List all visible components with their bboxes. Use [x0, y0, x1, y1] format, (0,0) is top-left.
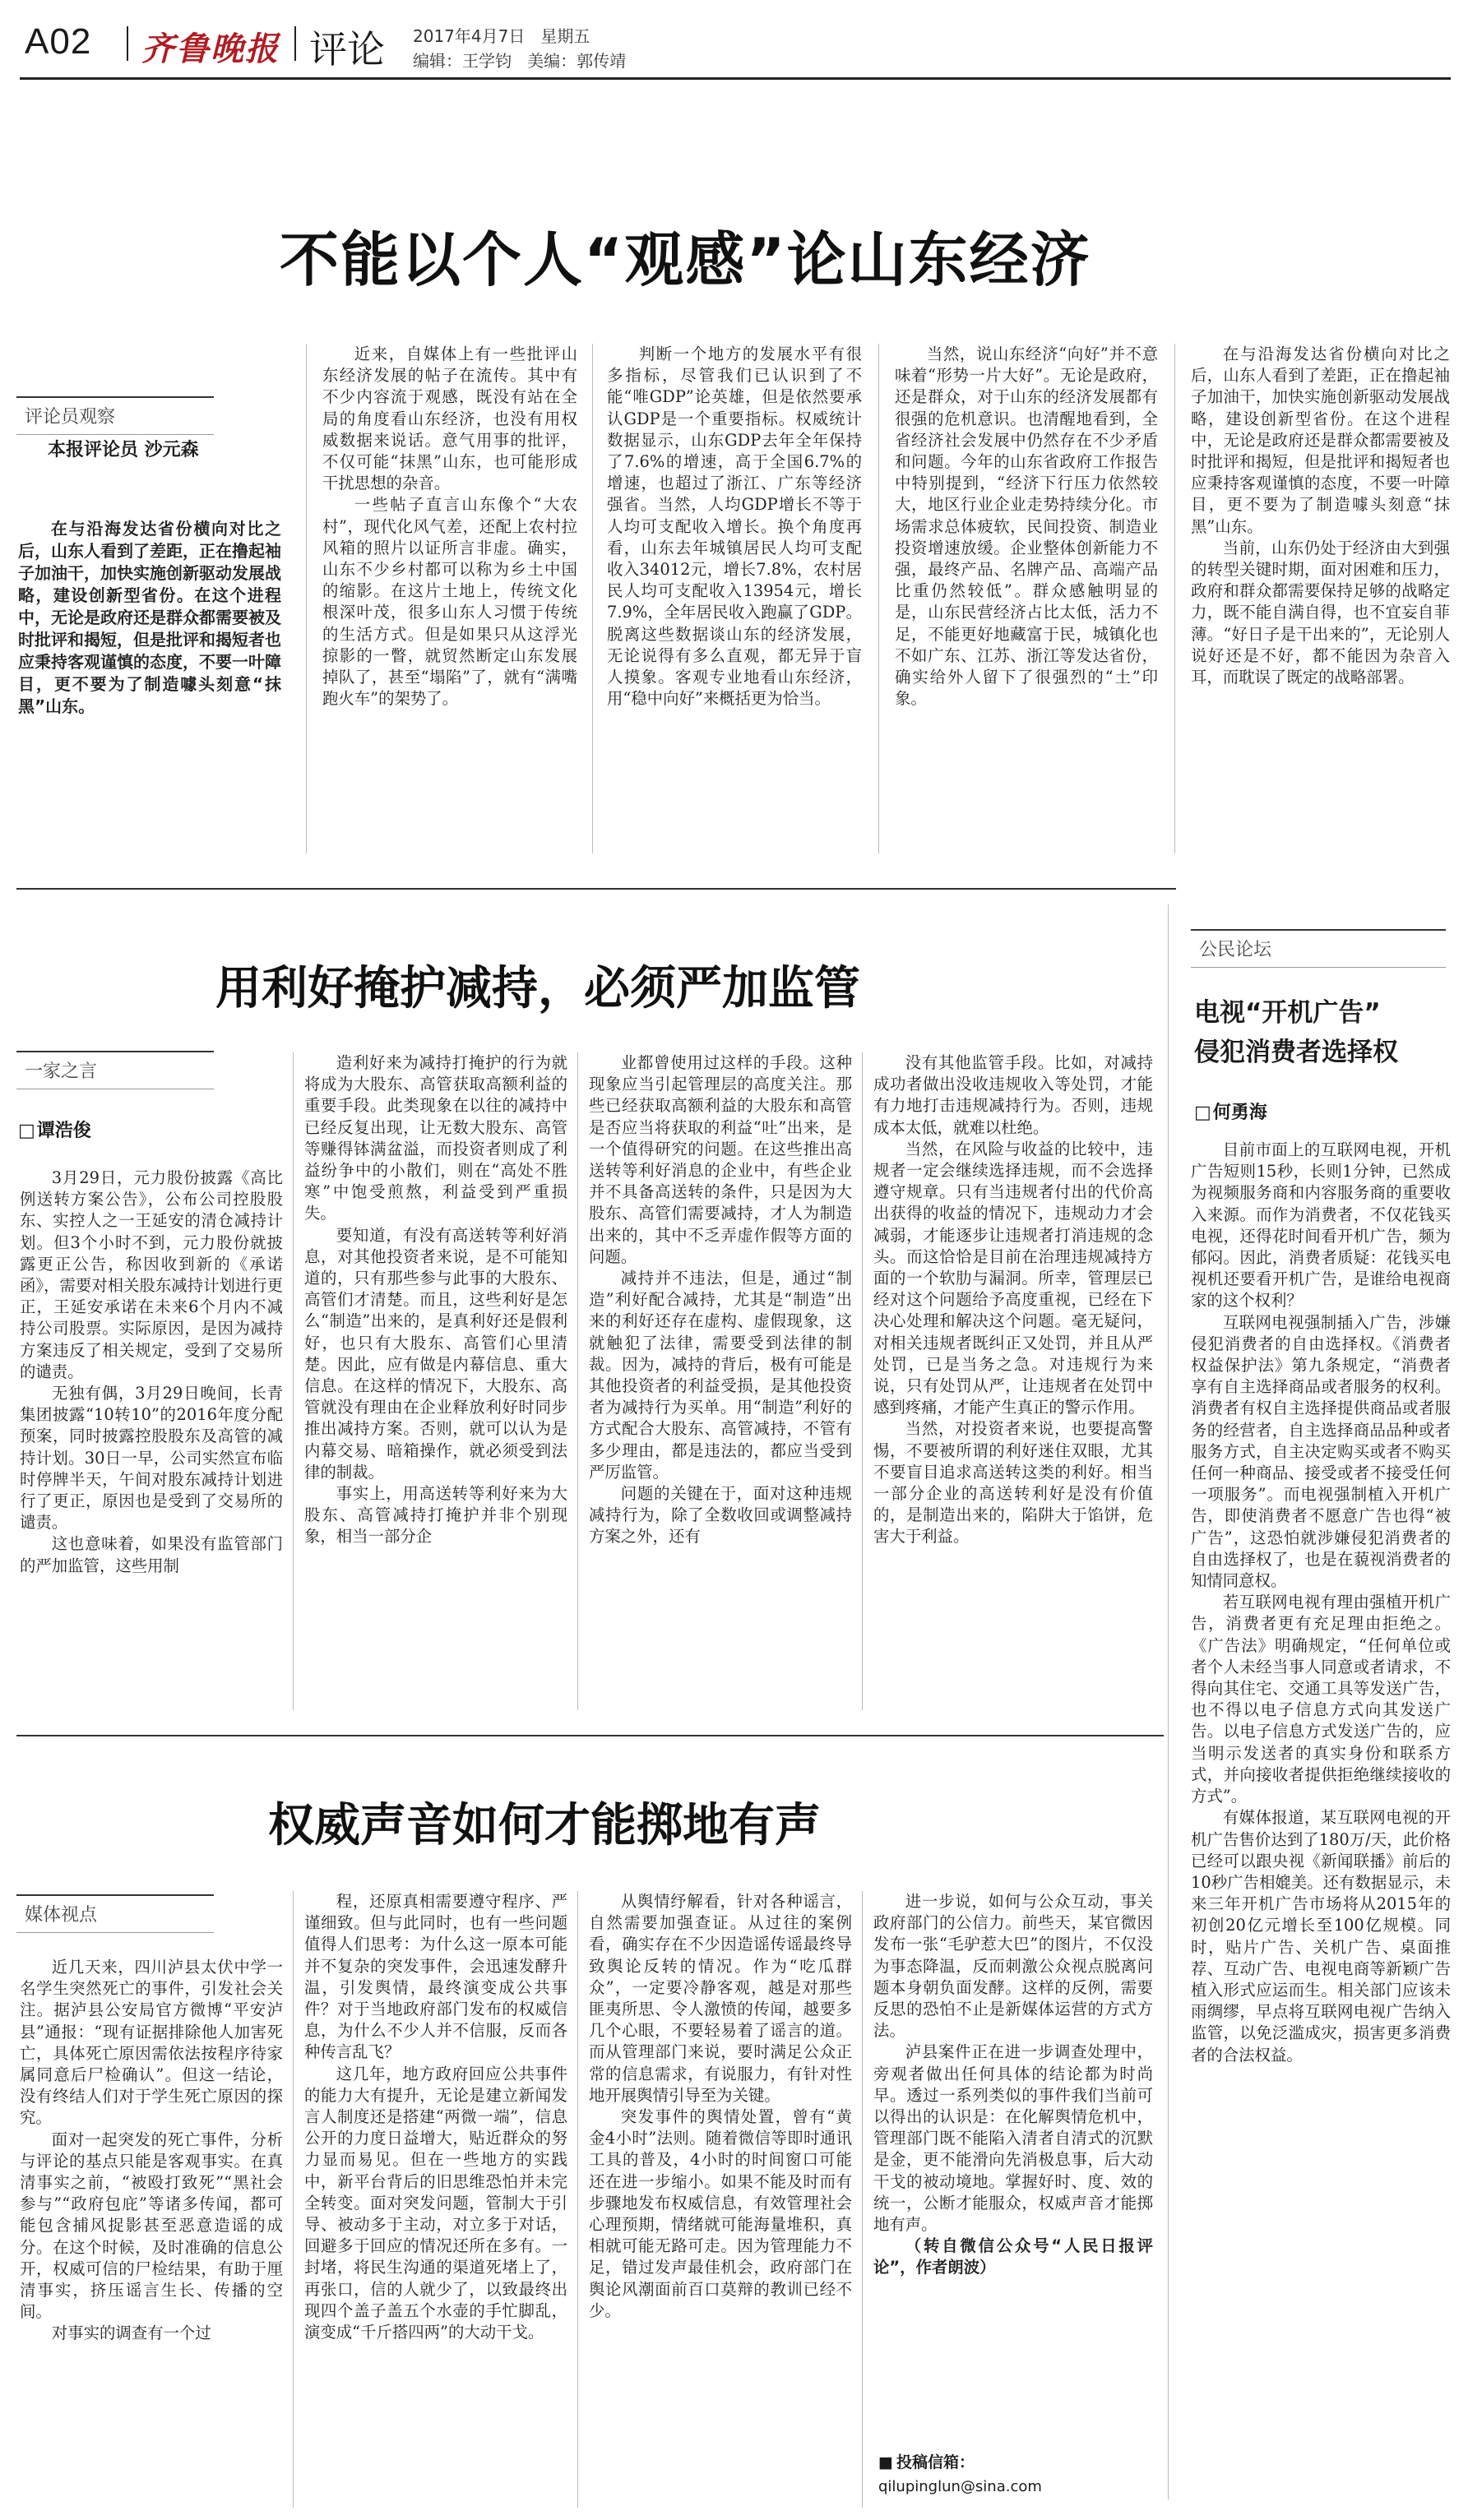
column-rule: [293, 1052, 294, 1710]
article2-column-tag: 一家之言: [16, 1057, 97, 1083]
article2-column-3: [589, 1052, 852, 1710]
paragraph: 近来，自媒体上有一些批评山东经济发展的帖子在流传。其中有不少内容流于观感，既没有站在全局的角度看山东经济，也没有用权威数据来说话。意气用事的批评，不仅可能“抹黑”山东，也可能形成干扰思想的杂音。: [322, 344, 577, 493]
paragraph: 事实上，用高送转等利好来为大股东、高管减持打掩护并非个别现象，相当一部分企: [304, 1484, 567, 1547]
column-rule: [862, 1052, 863, 1710]
paragraph: 进一步说，如何与公众互动，事关政府部门的公信力。前些天，某官微因发布一张“毛驴惹大巴”的图片，不仅没为事态降温，反而刺激公众视点脱离问题本身朝负面发酵。这样的反例，需要反思的恐怕不止是新媒体运营的方式方法。: [873, 1892, 1153, 2041]
column-rule: [293, 1891, 294, 2508]
section-name: 评论: [309, 27, 385, 72]
paragraph: 无独有偶，3月29日晚间，长青集团披露“10转10”的2016年度分配预案，同时披露控股股东及高管的减持计划。30日一早，公司实然宣布临时停牌半天，午间对股东减持计划进行了更正，原因也是受到了交易所的谴责。: [20, 1384, 283, 1533]
article1-headline: 不能以个人“观感”论山东经济: [280, 225, 1091, 294]
paragraph: 要知道，有没有高送转等利好消息，对其他投资者来说，是不可能知道的，只有那些参与此事的大股东、高管们才清楚。而且，这些利好是怎么“制造”出来的，是真利好还是假利好，也只有大股东、高管们心里清楚。因此，应有做是内幕信息、重大信息。在这样的情况下，大股东、高管就没有理由在企业释放利好时同步推出减持方案。否则，就可以认为是内幕交易、暗箱操作，就必须受到法律的制裁。: [304, 1225, 567, 1482]
article1-lede: [18, 518, 281, 773]
masthead-rule: [20, 77, 1451, 80]
article3-column-2: [304, 1891, 567, 2508]
paragraph: 造利好来为减持打掩护的行为就将成为大股东、高管获取高额利益的重要手段。此类现象在以往的减持中已经反复出现，让无数大股东、高管等赚得钵满盆溢，而投资者则成了利益纷争中的小散们，则在“高处不胜寒”中饱受煎熬，利益受到严重损失。: [304, 1053, 567, 1223]
article1-column-3: [895, 344, 1158, 853]
paragraph: 业都曾使用过这样的手段。这种现象应当引起管理层的高度关注。那些已经获取高额利益的大股东和高管是否应当将获取的利益“吐”出来，是一个值得研究的问题。在这些推出高送转等利好消息的企业中，有些企业并不具备高送转的条件，只是因为大股东、高管们需要减持，才人为制造出来的，其中不乏弄虚作假等方面的问题。: [589, 1053, 852, 1266]
article3-headline: 权威声音如何才能掷地有声: [268, 1799, 821, 1852]
column-rule: [1174, 344, 1175, 853]
paragraph: 有媒体报道，某互联网电视的开机广告售价达到了180万/天，此价格已经可以跟央视《新闻联播》前后的10秒广告相媲美。还有数据显示，未来三年开机广告市场将从2015年的初创20亿元增长至100亿规模。同时，贴片广告、关机广告、桌面推荐、互动广告、电视电商等新颖广告植入形式应运而生。相关部门应该未雨绸缪，早点将互联网电视广告纳入监管，以免泛滥成灾，损害更多消费者的合法权益。: [1191, 1808, 1451, 2065]
article3-column-4: [873, 1891, 1153, 2438]
column-rule: [592, 344, 593, 853]
column-rule: [306, 344, 307, 853]
article2-column-2: [304, 1052, 567, 1710]
article2-headline: 用利好掩护减持，必须严加监管: [215, 962, 860, 1015]
article1-column-1: [322, 344, 577, 853]
issue-date: 2017年4月7日 星期五: [413, 26, 590, 46]
newspaper-logo: 齐鲁晚报: [141, 30, 280, 68]
article3-column-tag: 媒体视点: [16, 1901, 97, 1926]
article1-byline: 本报评论员 沙元森: [48, 440, 199, 460]
sidebar-column-tag: 公民论坛: [1191, 936, 1271, 961]
paragraph: 在与沿海发达省份横向对比之后，山东人看到了差距，正在撸起袖子加油干，加快实施创新驱动发展战略，建设创新型省份。在这个进程中，无论是政府还是群众都需要被及时批评和揭短，但是批评和揭短者也应秉持客观谨慎的态度，不要一叶障目，更不要为了制造噱头刻意“抹黑”山东。: [1191, 344, 1450, 536]
paragraph: 当然，在风险与收益的比较中，违规者一定会继续选择违规，而不会选择遵守规章。只有当违规者付出的代价高出获得的收益的情况下，违规动力才会减弱，才能逐步让违规者打消违规的念头。而这恰恰是目前在治理违规减持方面的一个软肋与漏洞。所幸，管理层已经对这个问题给予高度重视，已经在下决心处理和解决这个问题。毫无疑问，对相关违规者既纠正又处罚，并且从严处罚，已是当务之急。对违规行为来说，只有处罚从严，让违规者在处罚中感到疼痛，才能产生真正的警示作用。: [873, 1139, 1153, 1417]
paragraph: 突发事件的舆情处置，曾有“黄金4小时”法则。随着微信等即时通讯工具的普及，4小时的时间窗口可能还在进一步缩小。如果不能及时而有步骤地发布权威信息，有效管理社会心理预期，情绪就可能海量堆积，真相就可能无路可走。因为管理能力不足，错过发声最佳机会，政府部门在舆论风潮面前百口莫辩的教训已经不少。: [589, 2107, 852, 2320]
sidebar-headline-line2: 侵犯消费者选择权: [1194, 1038, 1398, 1067]
section-divider: [16, 1735, 1164, 1736]
section-divider: [16, 888, 1176, 890]
masthead-divider: [127, 26, 128, 61]
paragraph: 当然，对投资者来说，也要提高警惕，不要被所谓的利好迷住双眼，尤其不要盲目追求高送转这类的利好。相当一部分企业的高送转利好是没有价值的，是制造出来的，陷阱大于馅饼，危害大于利益。: [873, 1419, 1153, 1547]
paragraph: 减持并不违法，但是，通过“制造”利好配合减持，尤其是“制造”出来的利好还存在虚构、虚假现象，这就触犯了法律，需要受到法律的制裁。因为，减持的背后，极有可能是其他投资者的利益受损，是其他投资者为减持行为买单。用“制造”利好的方式配合大股东、高管减持，不管有多少理由，都是违法的，都应当受到严厉监管。: [589, 1269, 852, 1482]
sidebar-byline: □ 何勇海: [1194, 1098, 1267, 1124]
editor-credits: 编辑：王学钧 美编：郭传靖: [413, 51, 627, 71]
page-number: A02: [25, 21, 92, 62]
paragraph: 目前市面上的互联网电视，开机广告短则15秒，长则1分钟，已然成为视频服务商和内容服务商的重要收入来源。而作为消费者，不仅花钱买电视，还得花时间看开机广告，频为郁闷。因此，消费者质疑：花钱买电视机还要看开机广告，是谁给电视商家的这个权利？: [1191, 1140, 1451, 1311]
paragraph: 程，还原真相需要遵守程序、严谨细致。但与此同时，也有一些问题值得人们思考：为什么这一原本可能并不复杂的突发事件，会迅速发酵升温，引发舆情，最终演变成公共事件？对于当地政府部门发布的权威信息，为什么不少人并不信服，反而各种传言乱飞？: [304, 1892, 567, 2062]
submission-email: qilupinglun@sina.com: [878, 2478, 1042, 2495]
sidebar-body: [1191, 1140, 1451, 2504]
paragraph: 若互联网电视有理由强植开机广告，消费者更有充足理由拒绝之。《广告法》明确规定，“任何单位或者个人未经当事人同意或者请求，不得向其住宅、交通工具等发送广告，也不得以电子信息方式向其发送广告。以电子信息方式发送广告的，应当明示发送者的真实身份和联系方式，并向接收者提供拒绝继续接收的方式”。: [1191, 1593, 1451, 1806]
column-rule: [577, 1052, 578, 1710]
paragraph: 泸县案件正在进一步调查处理中，旁观者做出任何具体的结论都为时尚早。透过一系列类似的事件我们当前可以得出的认识是：在化解舆情危机中，管理部门既不能陷入清者自清式的沉默是金，更不能滑向先消极息事，后大动干戈的被动境地。掌握好时、度、效的统一，公断才能服众，权威声音才能掷地有声。: [873, 2042, 1153, 2235]
paragraph: 当然，说山东经济“向好”并不意味着“形势一片大好”。无论是政府，还是群众，对于山东的经济发展都有很强的危机意识。也清醒地看到，全省经济社会发展中仍然存在不少矛盾和问题。今年的山东省政府工作报告中特别提到，“经济下行压力依然较大，地区行业企业走势持续分化。市场需求总体疲软，民间投资、制造业投资增速放缓。企业整体创新能力不强，最终产品、名牌产品、高端产品比重仍然较低”。群众感触明显的是，山东民营经济占比太低，活力不足，不能更好地藏富于民，城镇化也不如广东、江苏、浙江等发达省份，确实给外人留下了很强烈的“土”印象。: [895, 344, 1158, 709]
paragraph: 互联网电视强制插入广告，涉嫌侵犯消费者的自由选择权。《消费者权益保护法》第九条规定，“消费者享有自主选择商品或者服务的权利。消费者有权自主选择提供商品或者服务的经营者，自主选择商品品种或者服务方式，自主决定购买或者不购买任何一种商品、接受或者不接受任何一项服务”。而电视强制植入开机广告，即使消费者不愿意广告也得“被广告”，这恐怕就涉嫌侵犯消费者的自由选择权了，也是在藐视消费者的知情同意权。: [1191, 1312, 1451, 1591]
paragraph: 从舆情纾解看，针对各种谣言，自然需要加强查证。从过往的案例看，确实存在不少因造谣传谣最终导致舆论反转的情况。作为“吃瓜群众”，一定要冷静客观，越是对那些匪夷所思、令人激愤的传闻，越要多几个心眼，不要轻易着了谣言的道。而从管理部门来说，要时满足公众正常的信息需求，有说服力，有针对性地开展舆情引导至为关键。: [589, 1892, 852, 2105]
paragraph: 面对一起突发的死亡事件，分析与评论的基点只能是客观事实。在真清事实之前，“被殴打致死”“黑社会参与”“政府包庇”等诸多传闻，都可能包含捕风捉影甚至恶意造谣的成分。在这个时候，及时准确的信息公开，权威可信的尸检结果，有助于厘清事实，挤压谣言生长、传播的空间。: [20, 2129, 283, 2322]
column-rule: [577, 1891, 578, 2508]
paragraph: 问题的关键在于，面对这种违规减持行为，除了全数收回或调整减持方案之外，还有: [589, 1484, 852, 1547]
article3-column-1: [20, 1957, 283, 2508]
article1-column-2: [607, 344, 862, 853]
column-rule: [878, 344, 879, 853]
paragraph: 这也意味着，如果没有监管部门的严加监管，这些用制: [20, 1534, 283, 1575]
column-rule: [862, 1891, 863, 2508]
article1-column-4: [1191, 344, 1450, 853]
paragraph: 判断一个地方的发展水平有很多指标，尽管我们已认识到了不能“唯GDP”论英雄，但是依然要承认GDP是一个重要指标。权威统计数据显示，山东GDP去年全年保持了7.6%的增速，高于全国6.7%的增速，也超过了浙江、广东等经济强省。当然，人均GDP增长不等于人均可支配收入增长。换个角度再看，山东去年城镇居民人均可支配收入34012元，增长7.8%，农村居民人均可支配收入13954元，增长7.9%，全年居民收入跑赢了GDP。脱离这些数据谈山东的经济发展，无论说得有多么直观，都无异于盲人摸象。客观专业地看山东经济，用“稳中向好”来概括更为恰当。: [607, 344, 862, 709]
article2-byline: □ 谭浩俊: [18, 1117, 91, 1142]
paragraph: 近几天来，四川泸县太伏中学一名学生突然死亡的事件，引发社会关注。据泸县公安局官方微博“平安泸县”通报：“现有证据排除他人加害死亡，具体死亡原因需依法按程序待家属同意后尸检确认”。但这一结论，没有终结人们对于学生死亡原因的探究。: [20, 1958, 283, 2128]
article1-column-tag: 评论员观察: [16, 403, 115, 428]
lede-paragraph: 在与沿海发达省份横向对比之后，山东人看到了差距，正在撸起袖子加油干，加快实施创新驱动发展战略，建设创新型省份。在这个进程中，无论是政府还是群众都需要被及时批评和揭短，但是批评和揭短者也应秉持客观谨慎的态度，不要一叶障目，更不要为了制造噱头刻意“抹黑”山东。: [18, 519, 281, 716]
article2-column-1: [20, 1168, 283, 1710]
masthead: [20, 15, 1451, 72]
paragraph: 当前，山东仍处于经济由大到强的转型关键时期，面对困难和压力，政府和群众都需要保持足够的战略定力，既不能自满自得，也不宜妄自菲薄。“好日子是干出来的”，无论别人说好还是不好，都不能因为杂音入耳，而耽误了既定的战略部署。: [1191, 538, 1450, 687]
paragraph: 没有其他监管手段。比如，对减持成功者做出没收违规收入等处罚，才能有力地打击违规减持行为。否则，违规成本太低，就难以杜绝。: [873, 1053, 1153, 1137]
source-credit: （转自微信公众号“人民日报评论”，作者朗波）: [873, 2236, 1153, 2277]
paragraph: 这几年，地方政府回应公共事件的能力大有提升，无论是建立新闻发言人制度还是搭建“两微一端”，信息公开的力度日益增大，贴近群众的努力显而易见。但在一些地方的实践中，新平台背后的旧思维恐怕并未完全转变。面对突发问题，管制大于引导、被动多于主动，对立多于对话，回避多于回应的情况还所在多有。一封堵，将民生沟通的渠道死堵上了，再张口，信的人就少了，以致最终出现四个盖子盖五个水壶的手忙脚乱，演变成“千斤搭四两”的大动干戈。: [304, 2064, 567, 2342]
article2-column-4: [873, 1052, 1153, 1710]
paragraph: 3月29日，元力股份披露《高比例送转方案公告》，公布公司控股股东、实控人之一王延安的清仓减持计划。但3个小时不到，元力股份就披露更正公告，称因收到新的《承诺函》，需要对相关股东减持计划进行更正，王延安承诺在未来6个月内不减持公司股票。实际原因，是因为减持方案违反了相关规定，受到了交易所的谴责。: [20, 1168, 283, 1381]
article3-column-3: [589, 1891, 852, 2508]
sidebar-headline-line1: 电视“开机广告”: [1194, 998, 1381, 1028]
submission-label: ■ 投稿信箱：: [878, 2450, 975, 2472]
sidebar-rule: [1168, 904, 1169, 2499]
masthead-divider: [294, 26, 296, 61]
paragraph: 对事实的调查有一个过: [51, 2323, 211, 2343]
paragraph: 一些帖子直言山东像个“大农村”，现代化风气差，还配上农村拉风箱的照片以证所言非虚。确实，山东不少乡村都可以称为乡土中国的缩影。在这片土地上，传统文化根深叶茂，很多山东人习惯于传统的生活方式。但是如果只从这浮光掠影的一瞥，就贸然断定山东发展掉队了，甚至“塌陷”了，就有“满嘴跑火车”的架势了。: [322, 495, 577, 709]
